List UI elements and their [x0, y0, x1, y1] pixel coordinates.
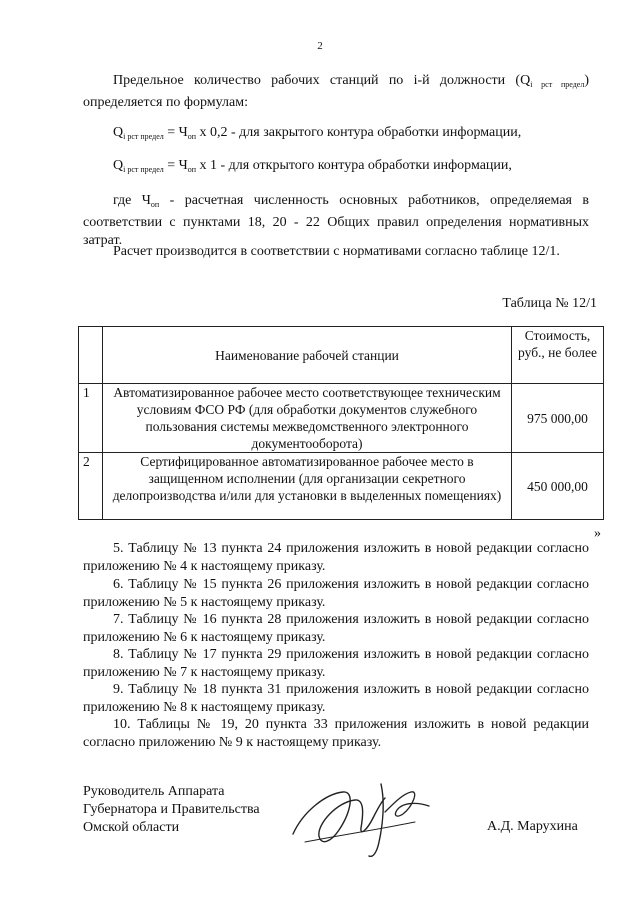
position-line: Губернатора и Правительства — [83, 802, 260, 817]
row-cost: 450 000,00 — [512, 453, 604, 520]
formula-open — [113, 157, 583, 179]
table-row — [79, 453, 604, 520]
closing-quote: » — [594, 526, 601, 541]
formula-q: Q — [113, 125, 124, 140]
row-cost: 975 000,00 — [512, 384, 604, 453]
list-item: 10. Таблицы № 19, 20 пункта 33 приложения изложить в новой редакции согласно приложению № 9 к настоящему приказу. — [83, 717, 589, 750]
where-subscript: оп — [150, 200, 160, 209]
row-num: 2 — [79, 453, 103, 520]
header-num — [79, 327, 103, 384]
row-num: 1 — [79, 384, 103, 453]
list-item: 7. Таблицу № 16 пункта 28 приложения изложить в новой редакции согласно приложению № 6 к настоящему приказу. — [83, 612, 589, 645]
intro-text: Предельное количество рабочих станций по i-й должности (Q — [113, 73, 531, 88]
list-item: 5. Таблицу № 13 пункта 24 приложения изложить в новой редакции согласно приложению № 4 к настоящему приказу. — [83, 541, 589, 574]
formula-equals: = Ч — [163, 125, 188, 140]
intro-paragraph — [83, 72, 589, 112]
formula-ch-subscript: оп — [187, 165, 197, 174]
formula-equals: = Ч — [163, 158, 188, 173]
workstation-table — [78, 326, 604, 520]
where-paragraph — [83, 192, 589, 250]
formula-ch-subscript: оп — [187, 132, 197, 141]
intro-text-end: ) определяется по формулам: — [83, 73, 589, 110]
intro-subscript: i рст предел — [530, 80, 585, 89]
list-item: 9. Таблицу № 18 пункта 31 приложения изложить в новой редакции согласно приложению № 8 к настоящему приказу. — [83, 682, 589, 715]
formula-closed — [113, 124, 583, 146]
list-item: 6. Таблицу № 15 пункта 26 приложения изложить в новой редакции согласно приложению № 5 к настоящему приказу. — [83, 577, 589, 610]
list-item: 8. Таблицу № 17 пункта 29 приложения изложить в новой редакции согласно приложению № 7 к настоящему приказу. — [83, 647, 589, 680]
header-cost: Стоимость, руб., не более — [512, 327, 604, 384]
row-name: Сертифицированное автоматизированное рабочее место в защищенном исполнении (для организации секретного делопроизводства и/или для установки в выделенных помещениях) — [103, 453, 512, 520]
formula-q-subscript: i рст предел — [123, 132, 164, 141]
where-text-end: - расчетная численность основных работников, определяемая в соответствии с пунктами 18, 20 - 22 Общих правил определения нормативных затрат. — [83, 193, 589, 248]
table-header-row — [79, 327, 604, 384]
signatory-position — [83, 783, 260, 837]
position-line: Омской области — [83, 820, 180, 835]
signatory-name: А.Д. Марухина — [487, 819, 578, 834]
header-name: Наименование рабочей станции — [103, 327, 512, 384]
formula-q: Q — [113, 158, 124, 173]
formula-q-subscript: i рст предел — [123, 165, 164, 174]
page-number: 2 — [317, 40, 323, 52]
formula-rest: x 1 - для открытого контура обработки информации, — [196, 158, 512, 173]
calc-paragraph: Расчет производится в соответствии с нормативами согласно таблице 12/1. — [113, 244, 560, 259]
position-line: Руководитель Аппарата — [83, 784, 225, 799]
row-name: Автоматизированное рабочее место соответствующее техническим условиям ФСО РФ (для обработки документов служебного пользования системы межведомственного электронного документооборота) — [103, 384, 512, 453]
where-text: где Ч — [113, 193, 151, 208]
handwritten-signature-icon — [285, 772, 435, 862]
table-caption: Таблица № 12/1 — [502, 296, 597, 311]
formula-rest: x 0,2 - для закрытого контура обработки информации, — [196, 125, 522, 140]
table-row — [79, 384, 604, 453]
